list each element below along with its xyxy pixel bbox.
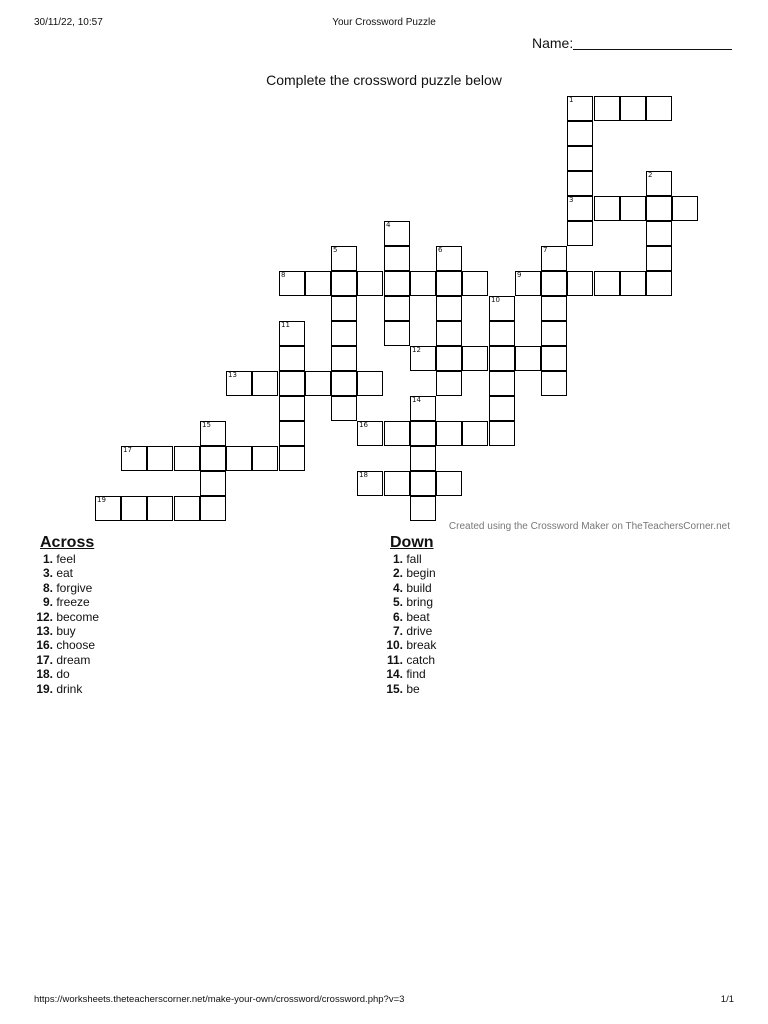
clue-number: 17 xyxy=(123,446,132,454)
grid-cell[interactable] xyxy=(279,421,305,446)
grid-cell[interactable] xyxy=(121,496,147,521)
clue-text: be xyxy=(403,681,420,696)
grid-cell[interactable] xyxy=(489,421,515,446)
down-clue xyxy=(386,653,436,667)
clue-number: 8. xyxy=(42,580,53,595)
clue-number: 9. xyxy=(42,595,53,610)
clue-text: do xyxy=(53,667,70,682)
clue-text: begin xyxy=(403,566,436,581)
grid-cell[interactable] xyxy=(226,371,252,396)
clue-number: 7 xyxy=(543,246,548,254)
grid-cell[interactable] xyxy=(305,271,331,296)
clue-number: 18 xyxy=(359,471,368,479)
down-clue xyxy=(386,610,436,624)
grid-cell[interactable] xyxy=(567,271,593,296)
credit-text: Created using the Crossword Maker on TheTeachersCorner.net xyxy=(448,521,730,532)
grid-cell[interactable] xyxy=(279,271,305,296)
clue-number: 19 xyxy=(97,496,106,504)
grid-cell[interactable] xyxy=(594,96,620,121)
grid-cell[interactable] xyxy=(279,346,305,371)
page-number: 1/1 xyxy=(720,994,734,1005)
clue-text: freeze xyxy=(53,595,90,610)
grid-cell[interactable] xyxy=(436,471,462,496)
clue-number: 16 xyxy=(359,421,368,429)
clue-number: 13. xyxy=(36,624,53,639)
clue-text: drink xyxy=(53,681,83,696)
grid-cell[interactable] xyxy=(252,371,278,396)
clue-text: drive xyxy=(403,624,433,639)
grid-cell[interactable] xyxy=(646,96,672,121)
down-clue xyxy=(386,581,436,595)
grid-cell[interactable] xyxy=(174,496,200,521)
grid-cell[interactable] xyxy=(620,271,646,296)
clue-number: 4. xyxy=(392,580,403,595)
grid-cell[interactable] xyxy=(384,471,410,496)
across-clue xyxy=(36,552,99,566)
grid-cell[interactable] xyxy=(331,271,357,296)
grid-cell[interactable] xyxy=(541,321,567,346)
grid-cell[interactable] xyxy=(541,271,567,296)
grid-cell[interactable] xyxy=(672,196,698,221)
clue-number: 3. xyxy=(42,566,53,581)
grid-cell[interactable] xyxy=(384,246,410,271)
grid-cell[interactable] xyxy=(331,321,357,346)
grid-cell[interactable] xyxy=(594,271,620,296)
clue-text: feel xyxy=(53,552,76,566)
clue-number: 11. xyxy=(386,652,403,667)
clue-text: eat xyxy=(53,566,74,581)
grid-cell[interactable] xyxy=(462,421,488,446)
grid-cell[interactable] xyxy=(515,346,541,371)
grid-cell[interactable] xyxy=(384,296,410,321)
grid-cell[interactable] xyxy=(226,446,252,471)
clue-text: beat xyxy=(403,609,430,624)
grid-cell[interactable] xyxy=(410,446,436,471)
document-title: Your Crossword Puzzle xyxy=(332,17,436,28)
grid-cell[interactable] xyxy=(620,196,646,221)
clue-text: break xyxy=(403,638,437,653)
grid-cell[interactable] xyxy=(646,196,672,221)
clue-number: 12. xyxy=(36,609,53,624)
clue-text: find xyxy=(403,667,426,682)
grid-cell[interactable] xyxy=(436,271,462,296)
grid-cell[interactable] xyxy=(567,171,593,196)
clue-text: become xyxy=(53,609,100,624)
grid-cell[interactable] xyxy=(357,271,383,296)
clue-number: 6. xyxy=(392,609,403,624)
grid-cell[interactable] xyxy=(305,371,331,396)
clue-number: 17. xyxy=(36,652,53,667)
clue-text: catch xyxy=(403,652,436,667)
grid-cell[interactable] xyxy=(331,371,357,396)
grid-cell[interactable] xyxy=(357,371,383,396)
grid-cell[interactable] xyxy=(279,396,305,421)
down-clue xyxy=(386,667,436,681)
grid-cell[interactable] xyxy=(279,321,305,346)
clue-number: 2. xyxy=(392,566,403,581)
across-clue xyxy=(36,624,99,638)
grid-cell[interactable] xyxy=(384,221,410,246)
grid-cell[interactable] xyxy=(489,321,515,346)
grid-cell[interactable] xyxy=(410,271,436,296)
clue-text: build xyxy=(403,580,432,595)
clue-number: 14. xyxy=(386,667,403,682)
grid-cell[interactable] xyxy=(541,296,567,321)
down-clue-list xyxy=(386,552,436,696)
grid-cell[interactable] xyxy=(95,496,121,521)
clue-number: 19. xyxy=(36,681,53,696)
grid-cell[interactable] xyxy=(200,496,226,521)
grid-cell[interactable] xyxy=(384,421,410,446)
across-clue xyxy=(36,638,99,652)
clue-number: 8 xyxy=(281,271,286,279)
grid-cell[interactable] xyxy=(410,421,436,446)
clue-number: 5 xyxy=(333,246,338,254)
grid-cell[interactable] xyxy=(567,146,593,171)
grid-cell[interactable] xyxy=(331,346,357,371)
clue-text: fall xyxy=(403,552,422,566)
grid-cell[interactable] xyxy=(567,96,593,121)
clue-number: 10. xyxy=(386,638,403,653)
across-clue xyxy=(36,610,99,624)
grid-cell[interactable] xyxy=(436,246,462,271)
grid-cell[interactable] xyxy=(436,421,462,446)
down-title: Down xyxy=(390,534,434,551)
grid-cell[interactable] xyxy=(331,296,357,321)
grid-cell[interactable] xyxy=(462,346,488,371)
down-clue xyxy=(386,682,436,696)
grid-cell[interactable] xyxy=(620,96,646,121)
across-clue xyxy=(36,581,99,595)
down-clue xyxy=(386,624,436,638)
clue-number: 16. xyxy=(36,638,53,653)
grid-cell[interactable] xyxy=(200,421,226,446)
down-clue xyxy=(386,552,436,566)
grid-cell[interactable] xyxy=(410,346,436,371)
across-clue xyxy=(36,667,99,681)
clue-number: 10 xyxy=(491,296,500,304)
clue-number: 15. xyxy=(386,681,403,696)
clue-number: 9 xyxy=(517,271,522,279)
clue-text: choose xyxy=(53,638,96,653)
across-title: Across xyxy=(40,534,95,551)
grid-cell[interactable] xyxy=(489,296,515,321)
name-label: Name: xyxy=(532,35,574,51)
clue-number: 7. xyxy=(392,624,403,639)
clue-number: 1 xyxy=(569,96,574,104)
grid-cell[interactable] xyxy=(489,396,515,421)
grid-cell[interactable] xyxy=(646,221,672,246)
grid-cell[interactable] xyxy=(567,121,593,146)
clue-number: 3 xyxy=(569,196,574,204)
clue-number: 1. xyxy=(392,552,403,566)
grid-cell[interactable] xyxy=(121,446,147,471)
grid-cell[interactable] xyxy=(384,321,410,346)
grid-cell[interactable] xyxy=(489,346,515,371)
grid-cell[interactable] xyxy=(436,346,462,371)
across-clue xyxy=(36,682,99,696)
across-clue xyxy=(36,566,99,580)
grid-cell[interactable] xyxy=(646,271,672,296)
across-clue xyxy=(36,653,99,667)
grid-cell[interactable] xyxy=(594,196,620,221)
clue-text: dream xyxy=(53,652,91,667)
clue-number: 12 xyxy=(412,346,421,354)
grid-cell[interactable] xyxy=(279,371,305,396)
grid-cell[interactable] xyxy=(646,171,672,196)
print-datetime: 30/11/22, 10:57 xyxy=(34,17,103,28)
clue-number: 1. xyxy=(42,552,53,566)
clue-text: forgive xyxy=(53,580,93,595)
grid-cell[interactable] xyxy=(646,246,672,271)
grid-cell[interactable] xyxy=(147,496,173,521)
clue-text: bring xyxy=(403,595,434,610)
across-clue xyxy=(36,595,99,609)
grid-cell[interactable] xyxy=(515,271,541,296)
grid-cell[interactable] xyxy=(410,471,436,496)
across-clue-list xyxy=(36,552,99,696)
grid-cell[interactable] xyxy=(541,246,567,271)
clue-number: 14 xyxy=(412,396,421,404)
grid-cell[interactable] xyxy=(541,371,567,396)
down-clue xyxy=(386,566,436,580)
clue-number: 11 xyxy=(281,321,290,329)
footer-url: https://worksheets.theteacherscorner.net/make-your-own/crossword/crossword.php?v=3 xyxy=(34,994,405,1005)
clue-number: 2 xyxy=(648,171,653,179)
grid-cell[interactable] xyxy=(384,271,410,296)
clue-number: 13 xyxy=(228,371,237,379)
clue-number: 4 xyxy=(386,221,391,229)
instructions: Complete the crossword puzzle below xyxy=(266,72,502,88)
grid-cell[interactable] xyxy=(567,196,593,221)
grid-cell[interactable] xyxy=(279,446,305,471)
grid-cell[interactable] xyxy=(147,446,173,471)
grid-cell[interactable] xyxy=(410,496,436,521)
grid-cell[interactable] xyxy=(200,471,226,496)
grid-cell[interactable] xyxy=(567,221,593,246)
grid-cell[interactable] xyxy=(436,296,462,321)
grid-cell[interactable] xyxy=(410,396,436,421)
clue-number: 6 xyxy=(438,246,443,254)
grid-cell[interactable] xyxy=(174,446,200,471)
grid-cell[interactable] xyxy=(252,446,278,471)
clue-number: 15 xyxy=(202,421,211,429)
grid-cell[interactable] xyxy=(436,321,462,346)
grid-cell[interactable] xyxy=(331,396,357,421)
grid-cell[interactable] xyxy=(489,371,515,396)
grid-cell[interactable] xyxy=(200,446,226,471)
grid-cell[interactable] xyxy=(436,371,462,396)
down-clue xyxy=(386,638,436,652)
clue-text: buy xyxy=(53,624,76,639)
clue-number: 18. xyxy=(36,667,53,682)
grid-cell[interactable] xyxy=(357,421,383,446)
down-clue xyxy=(386,595,436,609)
grid-cell[interactable] xyxy=(357,471,383,496)
clue-number: 5. xyxy=(392,595,403,610)
grid-cell[interactable] xyxy=(462,271,488,296)
grid-cell[interactable] xyxy=(541,346,567,371)
grid-cell[interactable] xyxy=(331,246,357,271)
